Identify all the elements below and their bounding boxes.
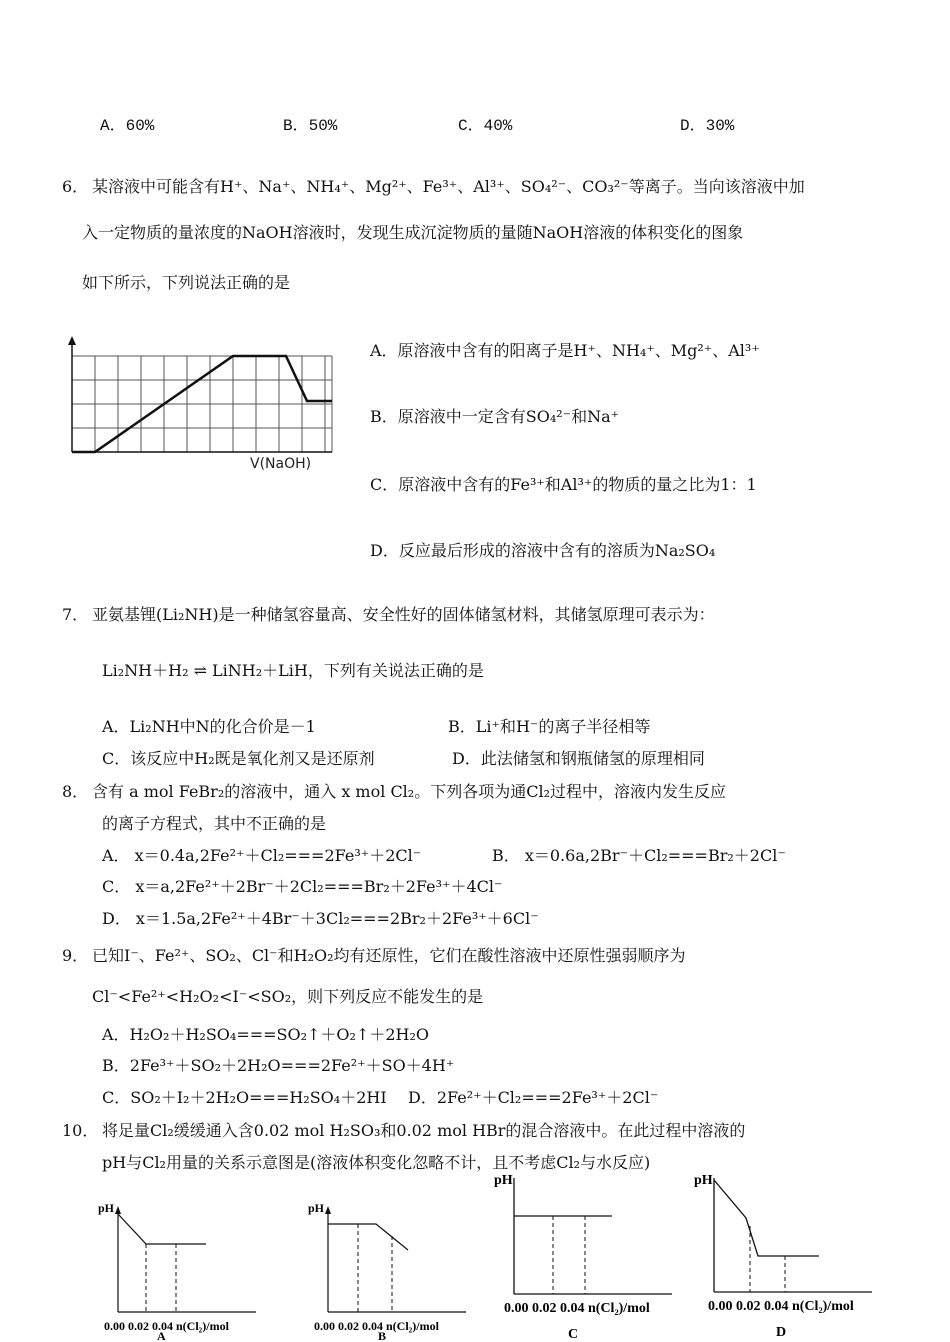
q7-stem: 亚氨基锂(Li₂NH)是一种储氢容量高、安全性好的固体储氢材料，其储氢原理可表示为： [92,605,715,624]
q8-option-b: B． x＝0.6a,2Br⁻＋Cl₂===Br₂＋2Cl⁻ [492,846,786,865]
q6-stem-line3: 如下所示，下列说法正确的是 [82,273,291,292]
graph-d-x-label: 0.00 0.02 0.04 n(Cl₂)/mol [708,1299,854,1314]
graph-c-letter: C [568,1327,579,1342]
q10-graph-b [306,1196,486,1342]
q9-number: 9． [62,946,89,965]
q10-number: 10． [62,1121,99,1140]
q9-option-c: C．SO₂＋I₂＋2H₂O===H₂SO₄＋2HI [102,1088,387,1107]
graph-d-letter: D [776,1325,787,1340]
graph-a-curve [118,1214,206,1244]
graph-x-label: V(NaOH) [250,456,312,472]
graph-d-y-label: pH [694,1173,713,1188]
q7-number: 7． [62,605,89,624]
q7-option-d: D．此法储氢和钢瓶储氢的原理相同 [452,749,705,768]
q6-stem-line2: 入一定物质的量浓度的NaOH溶液时，发现生成沉淀物质的量随NaOH溶液的体积变化的图象 [82,223,744,242]
q8-stem-line1: 含有 a mol FeBr₂的溶液中，通入 x mol Cl₂。下列各项为通Cl₂过程中，溶液内发生反应 [92,782,726,801]
q7-option-c: C．该反应中H₂既是氧化剂又是还原剂 [102,749,375,768]
q9-option-d: D．2Fe²⁺＋Cl₂===2Fe³⁺＋2Cl⁻ [408,1088,659,1107]
graph-y-arrow [68,336,76,345]
graph-b-curve [328,1224,408,1250]
q8-option-d: D． x＝1.5a,2Fe²⁺＋4Br⁻＋3Cl₂===2Br₂＋2Fe³⁺＋6Cl⁻ [102,909,539,928]
q9-stem-line1: 已知I⁻、Fe²⁺、SO₂、Cl⁻和H₂O₂均有还原性，它们在酸性溶液中还原性强弱顺序为 [92,946,686,965]
graph-d-curve [714,1180,819,1256]
q7-option-b: B．Li⁺和H⁻的离子半径相等 [448,717,651,736]
q7-option-a: A．Li₂NH中N的化合价是－1 [102,717,316,736]
q9-option-a: A．H₂O₂＋H₂SO₄===SO₂↑＋O₂↑＋2H₂O [102,1025,430,1044]
q8-number: 8． [62,782,89,801]
graph-a-y-arrow [115,1206,121,1214]
q10-stem-line1: 将足量Cl₂缓缓通入含0.02 mol H₂SO₃和0.02 mol HBr的混合溶液中。在此过程中溶液的 [102,1121,746,1140]
q6-stem-line1: 某溶液中可能含有H⁺、Na⁺、NH₄⁺、Mg²⁺、Fe³⁺、Al³⁺、SO₄²⁻、CO₃²⁻等离子。当向该溶液中加 [92,177,805,196]
q6-option-c: C．原溶液中含有的Fe³⁺和Al³⁺的物质的量之比为1：1 [370,475,757,494]
q5-option-d: D．30% [680,117,735,135]
graph-c-y-label: pH [494,1173,513,1188]
graph-a-y-label: pH [98,1201,115,1215]
graph-b-y-label: pH [308,1201,325,1215]
q8-stem-line2: 的离子方程式，其中不正确的是 [102,814,327,833]
q8-option-c: C． x＝a,2Fe²⁺＋2Br⁻＋2Cl₂===Br₂＋2Fe³⁺＋4Cl⁻ [102,877,503,896]
graph-b-letter: B [378,1329,387,1342]
q6-precipitate-graph [60,334,345,474]
q10-graph-d [694,1166,894,1342]
graph-b-x-label: 0.00 0.02 0.04 n(Cl₂)/mol [314,1319,439,1333]
q5-option-c: C．40% [458,117,513,135]
q10-graph-c [494,1166,694,1342]
q10-stem-line2: pH与Cl₂用量的关系示意图是(溶液体积变化忽略不计，且不考虑Cl₂与水反应) [102,1153,651,1172]
q10-graph-a [96,1196,276,1342]
q9-option-b: B．2Fe³⁺＋SO₂＋2H₂O===2Fe²⁺＋SO＋4H⁺ [102,1056,455,1075]
q9-stem-line2: Cl⁻<Fe²⁺<H₂O₂<I⁻<SO₂，则下列反应不能发生的是 [92,987,484,1006]
graph-a-letter: A [157,1329,166,1342]
graph-c-x-label: 0.00 0.02 0.04 n(Cl₂)/mol [504,1301,650,1316]
q6-number: 6． [62,177,89,196]
graph-b-y-arrow [325,1206,331,1214]
q6-option-b: B．原溶液中一定含有SO₄²⁻和Na⁺ [370,407,620,426]
q5-option-a: A．60% [100,117,155,135]
graph-a-x-label: 0.00 0.02 0.04 n(Cl₂)/mol [104,1319,229,1333]
q5-option-b: B．50% [283,117,338,135]
q7-equation: Li₂NH＋H₂ ⇌ LiNH₂＋LiH，下列有关说法正确的是 [102,661,484,680]
q6-option-a: A．原溶液中含有的阳离子是H⁺、NH₄⁺、Mg²⁺、Al³⁺ [370,341,760,360]
q6-option-d: D．反应最后形成的溶液中含有的溶质为Na₂SO₄ [370,541,716,560]
q8-option-a: A． x＝0.4a,2Fe²⁺＋Cl₂===2Fe³⁺＋2Cl⁻ [102,846,422,865]
